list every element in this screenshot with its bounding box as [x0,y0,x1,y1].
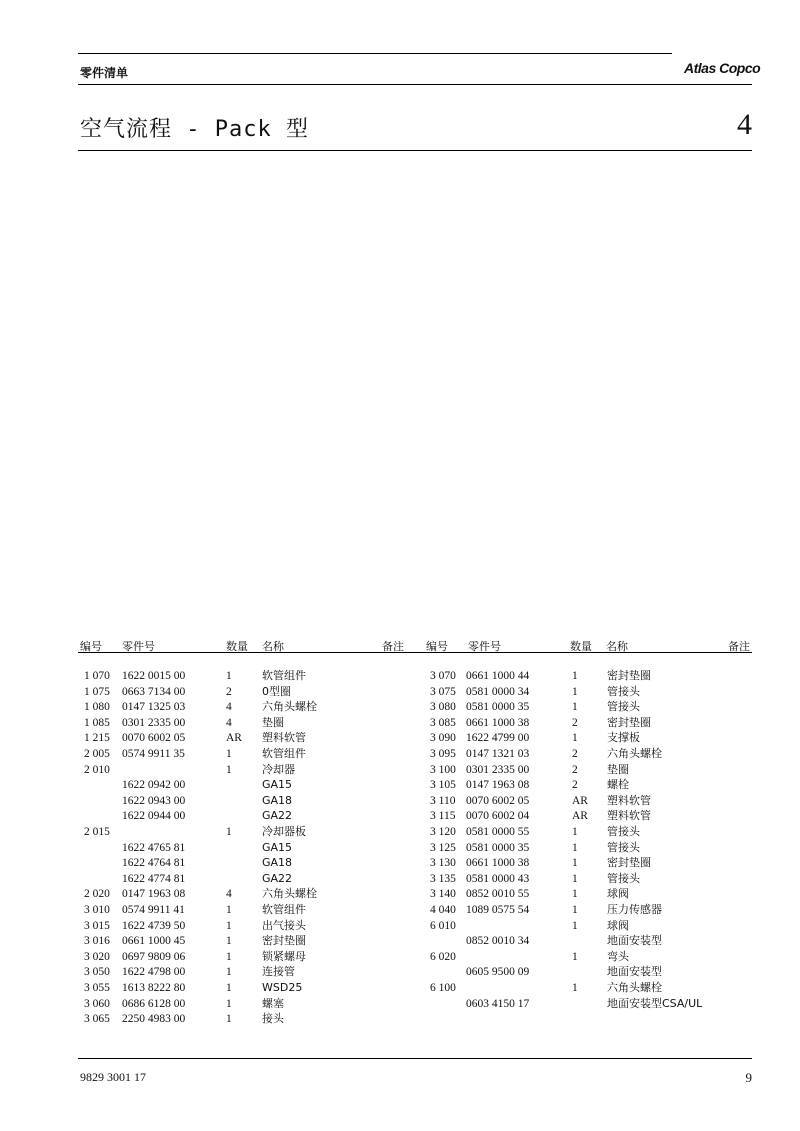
part-number: 1089 0575 54 [466,904,530,916]
part-number: 0574 9911 35 [122,748,185,760]
quantity: 1 [226,826,232,838]
quantity: 1 [226,670,232,682]
part-number: 0661 1000 38 [466,857,530,870]
part-number: 1622 4739 50 [122,919,186,932]
item-number: 3 015 [84,919,110,932]
item-number: 3 010 [84,904,110,916]
part-name: GA22 [262,871,293,885]
item-number: 3 120 [430,826,456,838]
quantity: 1 [226,919,232,932]
quantity: 1 [572,888,578,901]
part-name: 管接头 [607,700,640,714]
item-number: 3 125 [430,841,456,854]
item-number: 3 100 [430,763,456,776]
item-number: 6 100 [430,982,456,994]
part-number: 0852 0010 55 [466,888,530,901]
col-remark-header: 备注 [728,640,750,653]
part-number: 1622 4798 00 [122,966,186,979]
part-number: 1622 0942 00 [122,779,186,792]
quantity: 4 [226,716,232,729]
quantity: 1 [572,826,578,838]
quantity: 1 [226,1013,232,1026]
part-number: 0581 0000 55 [466,826,530,838]
part-number: 0852 0010 34 [466,935,530,948]
quantity: 1 [572,950,578,963]
part-name: 塑料软管 [262,731,306,745]
item-number: 2 015 [84,826,110,838]
col-name-header: 名称 [262,640,284,653]
part-name: 弯头 [607,949,629,963]
quantity: 4 [226,888,232,901]
part-number: 0301 2335 00 [122,716,186,729]
part-number: 0661 1000 44 [466,670,530,682]
part-number: 1622 0944 00 [122,810,186,823]
item-number: 6 010 [430,919,456,932]
item-number: 3 050 [84,966,110,979]
page-number: 9 [745,1070,752,1085]
item-number: 3 105 [430,779,456,792]
col-remark-header: 备注 [382,640,404,653]
item-number: 6 020 [430,950,456,963]
quantity: 1 [572,841,578,854]
part-name: 螺栓 [607,778,629,792]
part-name: 软管组件 [262,669,306,682]
page-title: 空气流程 - Pack 型 [80,117,309,142]
quantity: AR [226,732,242,745]
part-name: WSD25 [262,981,303,994]
part-name: 密封垫圈 [607,669,651,682]
quantity: 1 [572,732,578,745]
chapter-number: 4 [737,108,752,141]
quantity: 1 [226,997,232,1010]
part-name: 出气接头 [262,918,306,932]
quantity: 1 [572,670,578,682]
part-name: 锁紧螺母 [262,949,306,963]
item-number: 3 020 [84,950,110,963]
quantity: 1 [226,748,232,760]
quantity: 1 [226,950,232,963]
part-name: 管接头 [607,684,640,698]
part-name: 连接管 [262,965,295,979]
part-name: GA22 [262,809,293,823]
part-name: 管接头 [607,840,640,854]
quantity: 1 [226,763,232,776]
part-number: 0663 7134 00 [122,685,186,698]
part-number: 0147 1963 08 [466,779,530,792]
part-number: 1613 8222 80 [122,982,186,994]
part-name: 压力传感器 [607,903,662,916]
item-number: 3 095 [430,748,456,760]
part-name: 密封垫圈 [607,715,651,729]
item-number: 3 016 [84,935,110,948]
part-number: 0070 6002 05 [122,732,186,745]
item-number: 2 020 [84,888,110,901]
item-number: 1 080 [84,701,110,714]
item-number: 3 060 [84,997,110,1010]
part-name: 六角头螺栓 [262,887,317,901]
part-name: 球阀 [607,887,629,901]
part-number: 2250 4983 00 [122,1013,186,1026]
part-name: 0型圈 [262,684,291,698]
quantity: 1 [572,701,578,714]
part-name: GA18 [262,856,293,870]
item-number: 3 140 [430,888,456,901]
atlas-copco-logo: Atlas Copco [684,60,761,76]
quantity: AR [572,794,588,807]
item-number: 1 070 [84,670,110,682]
part-name: 六角头螺栓 [607,981,662,994]
item-number: 3 135 [430,872,456,885]
part-number: 0581 0000 43 [466,872,530,885]
col-qty-header: 数量 [570,640,592,653]
quantity: 4 [226,701,232,714]
item-number: 2 010 [84,763,110,776]
quantity: 1 [572,982,578,994]
document-number: 9829 3001 17 [80,1070,146,1084]
part-number: 0581 0000 34 [466,685,530,698]
table-header-rule [78,652,752,653]
part-number: 0661 1000 45 [122,935,186,948]
part-name: 软管组件 [262,903,306,916]
part-name: GA15 [262,840,293,854]
part-name: 地面安装型 [607,965,662,979]
part-number: 1622 4774 81 [122,872,186,885]
item-number: 3 070 [430,670,456,682]
part-name: 接头 [262,1012,284,1026]
item-number: 3 065 [84,1013,110,1026]
quantity: 1 [572,904,578,916]
col-item-header: 编号 [426,640,448,653]
quantity: 1 [572,919,578,932]
item-number: 3 075 [430,685,456,698]
section-label: 零件清单 [80,66,129,80]
quantity: 1 [226,904,232,916]
part-name: GA15 [262,778,293,792]
quantity: 2 [572,763,578,776]
part-name: 管接头 [607,871,640,885]
col-part-header: 零件号 [122,640,155,653]
part-number: 0147 1325 03 [122,701,186,714]
part-number: 1622 4799 00 [466,732,530,745]
item-number: 3 090 [430,732,456,745]
quantity: 1 [226,982,232,994]
part-name: 垫圈 [262,715,284,729]
quantity: AR [572,810,588,823]
item-number: 2 005 [84,748,110,760]
part-number: 1622 4764 81 [122,857,186,870]
item-number: 1 215 [84,732,110,745]
title-rule [78,150,752,151]
quantity: 1 [572,685,578,698]
part-number: 0686 6128 00 [122,997,186,1010]
part-name: 支撑板 [607,731,640,745]
part-number: 1622 4765 81 [122,841,186,854]
quantity: 1 [226,966,232,979]
col-part-header: 零件号 [468,640,501,653]
part-number: 0603 4150 17 [466,997,530,1010]
col-name-header: 名称 [606,640,628,653]
part-number: 1622 0943 00 [122,794,186,807]
quantity: 2 [572,779,578,792]
part-number: 0147 1321 03 [466,748,530,760]
part-name: 六角头螺栓 [262,700,317,714]
item-number: 3 110 [430,794,456,807]
part-number: 0581 0000 35 [466,841,530,854]
part-name: 球阀 [607,918,629,932]
quantity: 2 [572,716,578,729]
quantity: 1 [226,935,232,948]
quantity: 1 [572,857,578,870]
part-name: 塑料软管 [607,793,651,807]
item-number: 3 085 [430,716,456,729]
part-name: 地面安装型 [607,934,662,948]
header-rule [78,84,752,85]
item-number: 3 055 [84,982,110,994]
quantity: 2 [572,748,578,760]
part-number: 0574 9911 41 [122,904,185,916]
item-number: 3 080 [430,701,456,714]
part-name: 管接头 [607,825,640,838]
part-name: 软管组件 [262,747,306,760]
part-name: GA18 [262,793,293,807]
item-number: 3 115 [430,810,456,823]
quantity: 2 [226,685,232,698]
col-item-header: 编号 [80,640,102,653]
part-name: 垫圈 [607,762,629,776]
top-rule [78,53,672,54]
part-name: 密封垫圈 [262,934,306,948]
part-name: 冷却器 [262,762,295,776]
part-number: 0070 6002 05 [466,794,530,807]
part-name: 冷却器板 [262,825,306,838]
item-number: 4 040 [430,904,456,916]
part-number: 0605 9500 09 [466,966,530,979]
quantity: 1 [572,872,578,885]
part-number: 0697 9809 06 [122,950,186,963]
part-name: 六角头螺栓 [607,747,662,760]
col-qty-header: 数量 [226,640,248,653]
part-name: 塑料软管 [607,809,651,823]
part-name: 密封垫圈 [607,856,651,870]
item-number: 3 130 [430,857,456,870]
part-number: 0581 0000 35 [466,701,530,714]
part-number: 0661 1000 38 [466,716,530,729]
part-number: 0301 2335 00 [466,763,530,776]
part-name: 地面安装型CSA/UL [607,996,703,1010]
footer-rule [78,1058,752,1059]
item-number: 1 075 [84,685,110,698]
part-number: 0147 1963 08 [122,888,186,901]
part-number: 0070 6002 04 [466,810,530,823]
part-name: 螺塞 [262,996,284,1010]
item-number: 1 085 [84,716,110,729]
part-number: 1622 0015 00 [122,670,186,682]
